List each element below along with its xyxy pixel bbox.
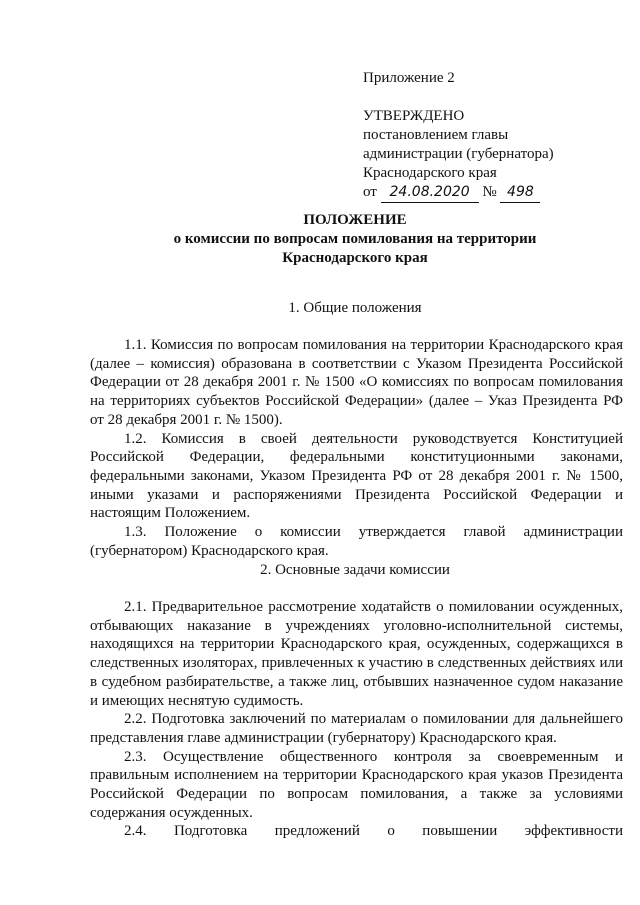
section-heading: 1. Общие положения <box>288 300 422 316</box>
approval-line: постановлением главы <box>363 127 509 143</box>
title-line: Краснодарского края <box>282 250 428 266</box>
paragraph: 2.3. Осуществление общественного контроля за своевременным и правильным исполнением на территории Краснодарского края указов Президента Российской Федерации по вопросам помилования, а также за условиями содержания осужденных. <box>90 748 623 821</box>
number-label: № <box>482 184 497 200</box>
paragraph: 2.1. Предварительное рассмотрение ходатайств о помиловании осужденных, отбывающих наказание в учреждениях уголовно-исполнительной системы, находящихся на территории Краснодарского края, осужденных, содержащихся в следственных изоляторах, привлеченных к участию в следственных действиях или в судебном разбирательстве, а также лиц, отбывших назначенное судом наказание и имеющих неснятую судимость. <box>90 599 623 709</box>
handwritten-date: 24.08.2020 <box>381 183 479 203</box>
paragraph: 2.4. Подготовка предложений о повышении эффективности <box>124 823 623 839</box>
approval-block <box>363 69 623 203</box>
approval-line: администрации (губернатора) <box>363 146 554 162</box>
paragraph: 2.2. Подготовка заключений по материалам о помиловании для дальнейшего представления главе администрации (губернатору) Краснодарского края. <box>90 711 623 746</box>
section-heading: 2. Основные задачи комиссии <box>260 562 450 578</box>
appendix-label: Приложение 2 <box>363 70 455 86</box>
approved-stamp-text: УТВЕРЖДЕНО <box>363 108 465 124</box>
section-2-body <box>90 598 623 822</box>
title-line: о комиссии по вопросам помилования на территории <box>173 231 537 247</box>
title-line: ПОЛОЖЕНИЕ <box>303 212 407 228</box>
paragraph: 1.1. Комиссия по вопросам помилования на территории Краснодарского края (далее – комиссия) образована в соответствии с Указом Президента Российской Федерации от 28 декабря 2001 г. № 1500 «О комиссиях по вопросам помилования на территориях субъектов Российской Федерации» (далее – Указ Президента РФ от 28 декабря 2001 г. № 1500). <box>90 337 623 428</box>
handwritten-number: 498 <box>500 183 540 203</box>
section-1-body <box>90 336 623 560</box>
section-2-continuation <box>90 822 623 841</box>
document-title <box>90 211 620 268</box>
paragraph: 1.3. Положение о комиссии утверждается главой администрации (губернатором) Краснодарского края. <box>90 524 623 559</box>
paragraph: 1.2. Комиссия в своей деятельности руководствуется Конституцией Российской Федерации, федеральными конституционными законами, федеральными законами, Указом Президента РФ от 28 декабря 2001 г. № 1500, иными указами и распоряжениями Президента Российской Федерации и настоящим Положением. <box>90 430 623 522</box>
approval-line: Краснодарского края <box>363 165 497 181</box>
from-label: от <box>363 184 377 200</box>
approval-date-line <box>363 183 623 203</box>
